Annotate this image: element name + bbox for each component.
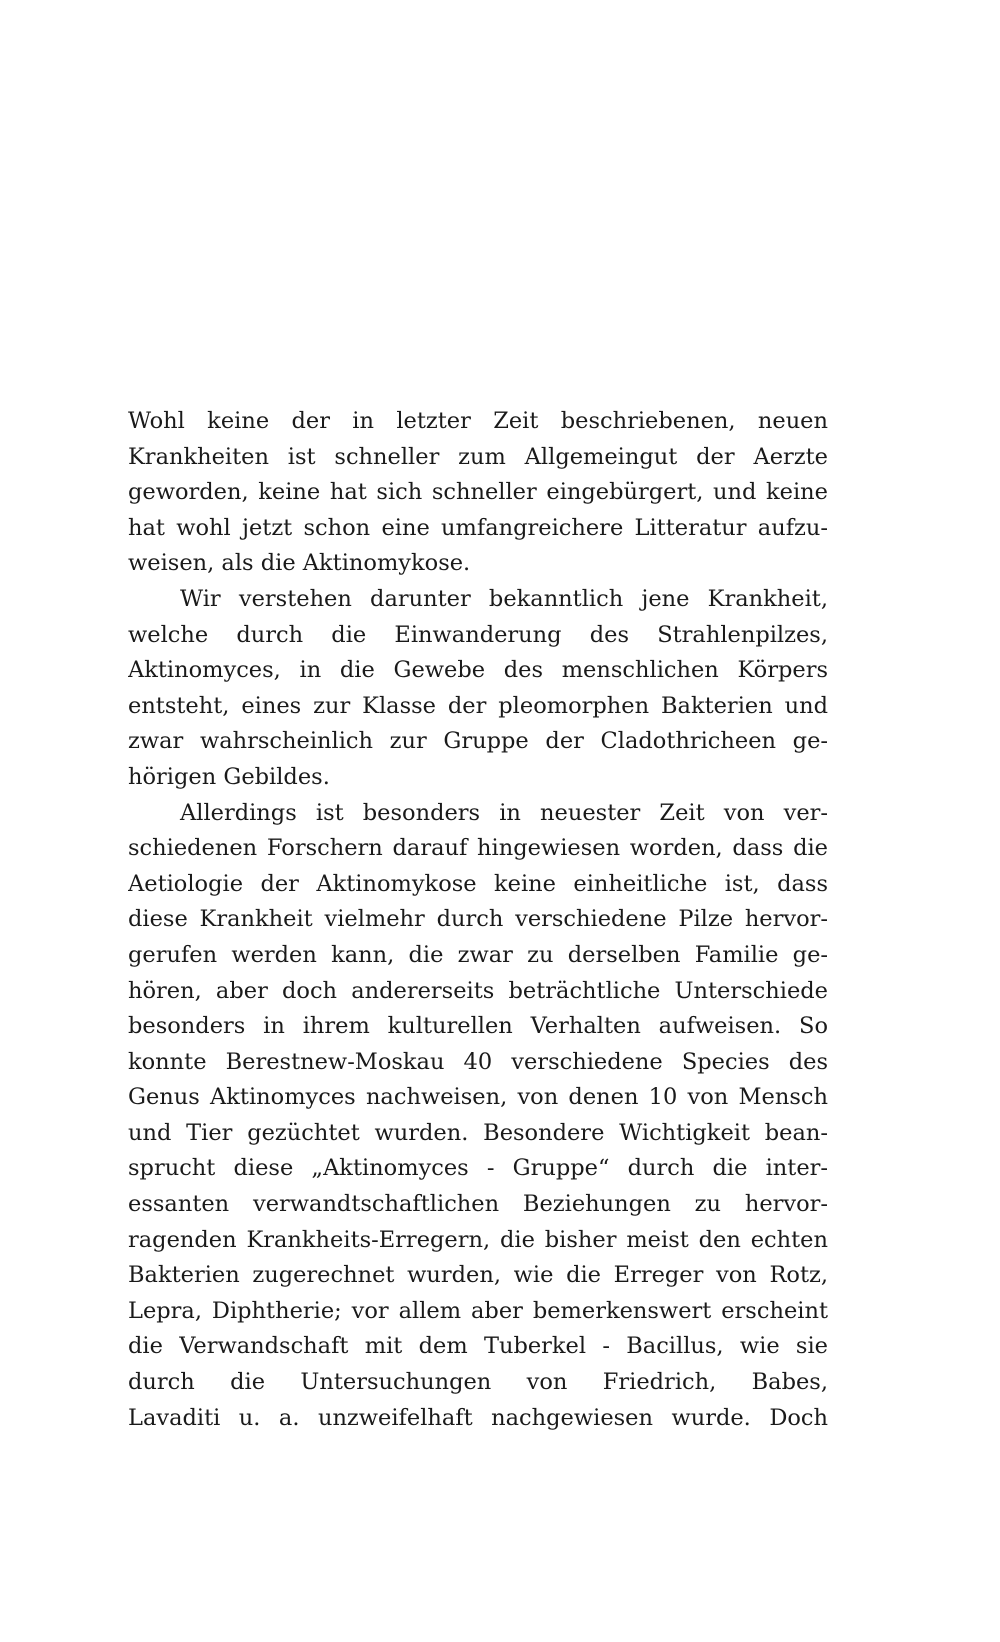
text-line: welche durch die Einwanderung des Strahlenpilzes, — [128, 621, 828, 648]
text-line: durch die Untersuchungen von Friedrich, Babes, — [128, 1369, 828, 1396]
text-line: ragenden Krankheits-Erregern, die bisher meist den echten — [128, 1226, 828, 1253]
text-line: essanten verwandtschaftlichen Beziehungen zu hervor- — [128, 1191, 828, 1218]
text-line: Wir verstehen darunter bekanntlich jene Krankheit, — [180, 585, 828, 612]
text-line: sprucht diese „Aktinomyces - Gruppe“ durch die inter- — [128, 1155, 828, 1182]
text-line: Bakterien zugerechnet wurden, wie die Erreger von Rotz, — [128, 1262, 828, 1289]
text-line: besonders in ihrem kulturellen Verhalten aufweisen. So — [128, 1013, 828, 1040]
text-line: gerufen werden kann, die zwar zu derselben Familie ge- — [128, 941, 828, 968]
text-line: Wohl keine der in letzter Zeit beschriebenen, neuen — [128, 408, 828, 434]
text-line: und Tier gezüchtet wurden. Besondere Wichtigkeit bean- — [128, 1119, 828, 1146]
text-line: diese Krankheit vielmehr durch verschiedene Pilze hervor- — [128, 906, 828, 933]
text-line: entsteht, eines zur Klasse der pleomorphen Bakterien und — [128, 692, 828, 719]
text-line: Aktinomyces, in die Gewebe des menschlichen Körpers — [128, 657, 828, 684]
text-line: Lavaditi u. a. unzweifelhaft nachgewiesen wurde. Doch — [128, 1404, 828, 1431]
text-line: schiedenen Forschern darauf hingewiesen worden, dass die — [128, 835, 828, 862]
text-line: konnte Berestnew-Moskau 40 verschiedene Species des — [128, 1048, 828, 1075]
text-line: zwar wahrscheinlich zur Gruppe der Cladothricheen ge- — [128, 728, 828, 755]
text-line: hören, aber doch andererseits beträchtliche Unterschiede — [128, 977, 828, 1004]
text-line: geworden, keine hat sich schneller eingebürgert, und keine — [128, 479, 828, 506]
text-line: hörigen Gebildes. — [128, 763, 330, 790]
text-line: Aetiologie der Aktinomykose keine einheitliche ist, dass — [128, 870, 828, 897]
text-line: Krankheiten ist schneller zum Allgemeingut der Aerzte — [128, 443, 828, 470]
text-line: hat wohl jetzt schon eine umfangreichere Litteratur aufzu- — [128, 514, 828, 541]
text-line: Genus Aktinomyces nachweisen, von denen 10 von Mensch — [128, 1084, 828, 1111]
body-text — [128, 404, 828, 1436]
text-line: die Verwandschaft mit dem Tuberkel - Bacillus, wie sie — [128, 1333, 828, 1360]
text-line: Lepra, Diphtherie; vor allem aber bemerkenswert erscheint — [128, 1297, 828, 1324]
text-line: Allerdings ist besonders in neuester Zeit von ver- — [180, 799, 828, 826]
text-line: weisen, als die Aktinomykose. — [128, 550, 471, 577]
